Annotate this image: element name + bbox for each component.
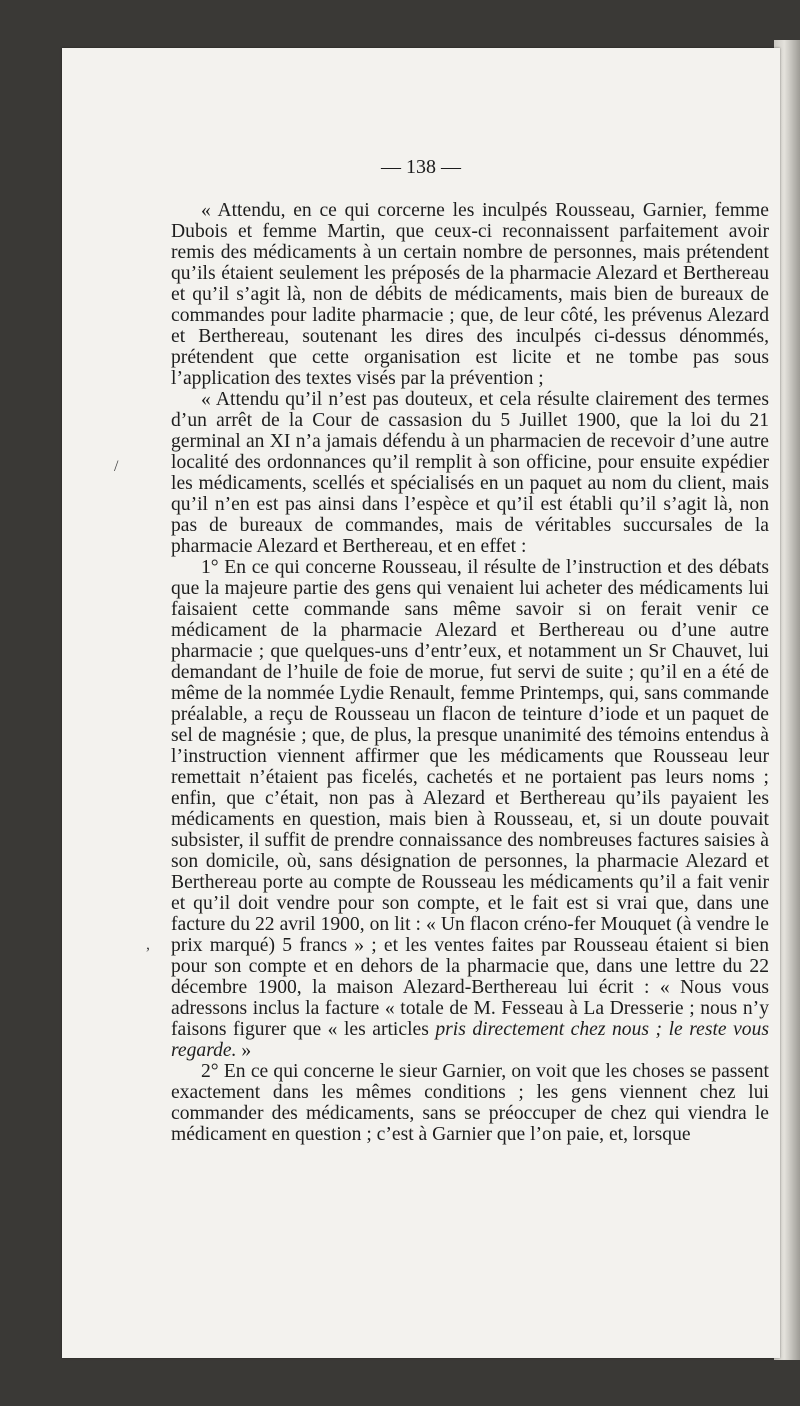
margin-mark: / bbox=[114, 458, 119, 475]
body-text bbox=[171, 200, 769, 1145]
paragraph-3 bbox=[171, 557, 769, 1061]
closing-quote: » bbox=[236, 1040, 252, 1061]
italic-quote: pris directement chez nous ; le reste vous regarde. bbox=[171, 1019, 770, 1061]
paragraph-3-text: 1° En ce qui concerne Rousseau, il résulte de l’instruction et des débats que la majeure partie des gens qui venaient lui acheter des médicaments lui faisaient cette commande sans même savoir si on ferait venir ce médicament de la pharmacie Alezard et Berthereau ou d’une autre pharmacie ; que quelques-uns d’entr’eux, et notamment un Sr Chauvet, lui demandant de l’huile de foie de morue, fut servi de suite ; qu’il en a été de même de la nommée Lydie Renault, femme Printemps, qui, sans commande préalable, a reçu de Rousseau un flacon de teinture d’iode et un paquet de sel de magnésie ; que, de plus, la presque unanimité des témoins entendus à l’instruction viennent affirmer que les médicaments que Rousseau leur remettait n’étaient pas ficelés, cachetés et ne portaient pas leurs noms ; enfin, que c’était, non pas à Alezard et Berthereau qu’ils payaient les médicaments en question, mais bien à Rousseau, et, si un doute pouvait subsister, il suffit de prendre connaissance des nombreuses factures saisies à son domicile, où, sans désignation de personnes, la pharmacie Alezard et Berthereau porte au compte de Rousseau les médicaments qu’il a fait venir et qu’il doit vendre pour son compte, et le fait est si vrai que, dans une facture du 22 avril 1900, on lit : « Un flacon créno-fer Mouquet (à vendre le prix marqué) 5 francs » ; et les ventes faites par Rousseau étaient si bien pour son compte et en dehors de la pharmacie que, dans une lettre du 22 décembre 1900, la maison Alezard-Berthereau lui écrit : « Nous vous adressons inclus la facture « totale de M. Fesseau à La Dresserie ; nous n’y faisons figurer que « les articles bbox=[171, 557, 769, 1040]
paragraph-4: 2° En ce qui concerne le sieur Garnier, on voit que les choses se passent exactement dans les mêmes conditions ; les gens viennent chez lui commander des médicaments, sans se préoccuper de chez qui viendra le médicament en question ; c’est à Garnier que l’on paie, et, lorsque bbox=[171, 1061, 769, 1145]
margin-dot: , bbox=[146, 936, 150, 953]
page-number: — 138 — bbox=[381, 156, 461, 178]
book-page bbox=[62, 48, 780, 1358]
paragraph-2: « Attendu qu’il n’est pas douteux, et cela résulte clairement des termes d’un arrêt de la Cour de cassasion du 5 Juillet 1900, que la loi du 21 germinal an XI n’a jamais défendu à un pharmacien de recevoir d’une autre localité des ordonnances qu’il remplit à son officine, pour ensuite expédier les médicaments, scellés et spécialisés en un paquet au nom du client, mais qu’il n’en est pas ainsi dans l’espèce et qu’il est établi qu’il s’agit là, non pas de bureaux de commandes, mais de véritables succursales de la pharmacie Alezard et Berthereau, et en effet : bbox=[171, 389, 769, 557]
paragraph-1: « Attendu, en ce qui corcerne les inculpés Rousseau, Garnier, femme Dubois et femme Martin, que ceux-ci reconnaissent parfaitement avoir remis des médicaments à un certain nombre de personnes, mais prétendent qu’ils étaient seulement les préposés de la pharmacie Alezard et Berthereau et qu’il s’agit là, non de débits de médicaments, mais bien de bureaux de commandes pour ladite pharmacie ; que, de leur côté, les prévenus Alezard et Berthereau, soutenant les dires des inculpés ci-dessus dénommés, prétendent que cette organisation est licite et ne tombe pas sous l’application des textes visés par la prévention ; bbox=[171, 200, 769, 389]
